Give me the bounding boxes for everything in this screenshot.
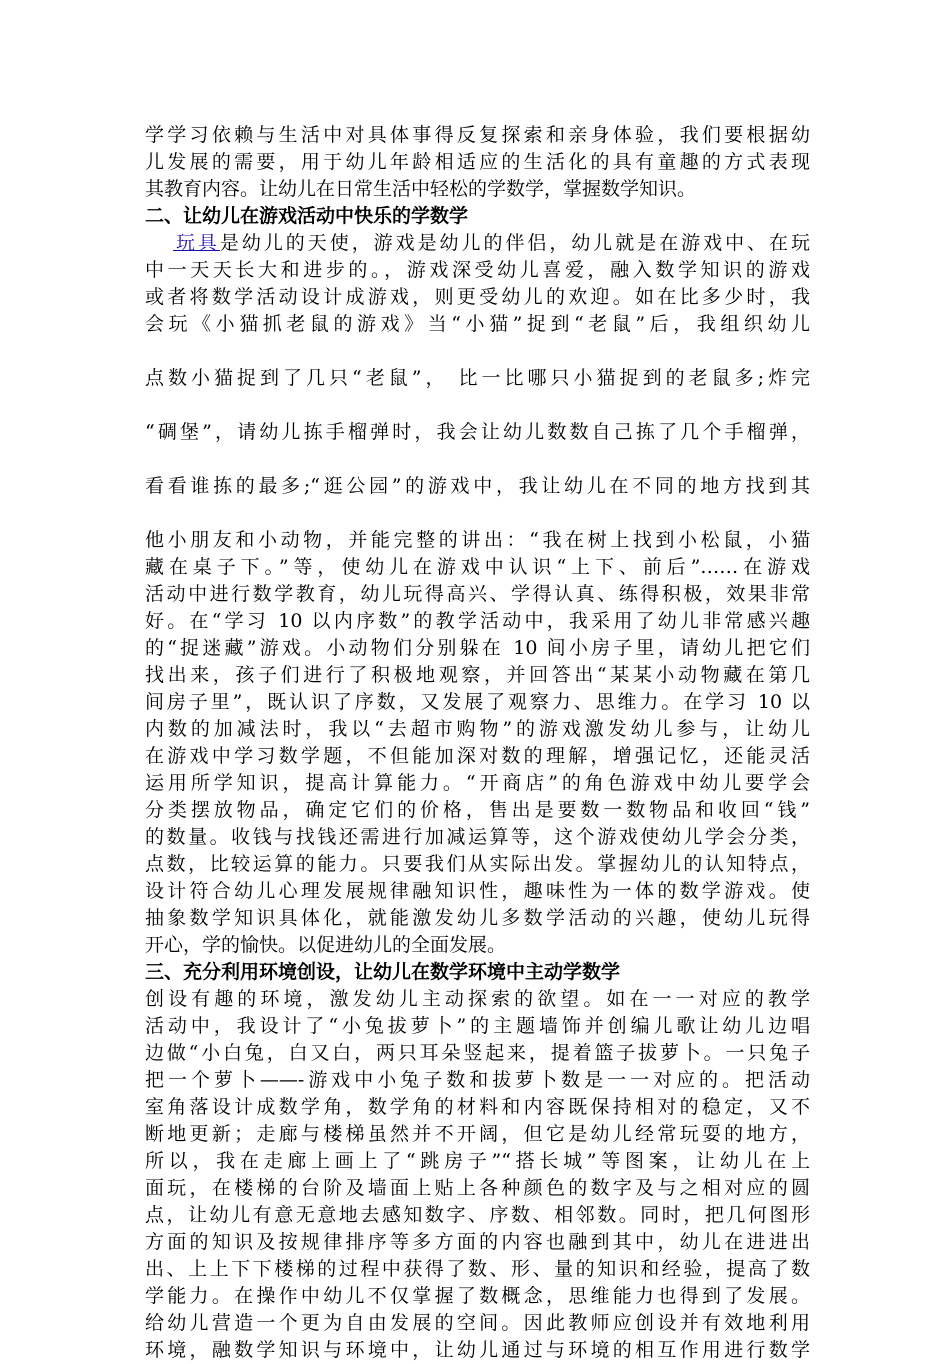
paragraph-line: 断地更新；走廊与楼梯虽然并不开阔，但它是幼儿经常玩耍的地方， [145, 1123, 810, 1145]
paragraph-line: 环境，融数学知识与环境中，让幼儿通过与环境的相互作用进行数学 [145, 1339, 810, 1361]
paragraph-line: 在游戏中学习数学题，不但能加深对数的理解，增强记忆，还能灵活 [145, 745, 810, 767]
paragraph-line: 给幼儿营造一个更为自由发展的空间。因此教师应创设并有效地利用 [145, 1312, 810, 1334]
paragraph-line: 会玩《小猫抓老鼠的游戏》当“小猫”捉到“老鼠”后，我组织幼儿 [145, 313, 810, 335]
paragraph-line: “碉堡”，请幼儿拣手榴弹时，我会让幼儿数数自己拣了几个手榴弹， [145, 421, 810, 443]
paragraph-line: 边做“小白兔，白又白，两只耳朵竖起来，提着篮子拔萝卜。一只兔子 [145, 1042, 810, 1064]
paragraph-line [145, 230, 810, 257]
paragraph-line: 好。在“学习 10 以内序数”的教学活动中，我采用了幼儿非常感兴趣 [145, 610, 810, 632]
paragraph-line: 学能力。在操作中幼儿不仅掌握了数概念，思维能力也得到了发展。 [145, 1285, 810, 1307]
paragraph-line: 儿发展的需要，用于幼儿年龄相适应的生活化的具有童趣的方式表现 [145, 151, 810, 173]
paragraph-line: 看看谁拣的最多;“逛公园”的游戏中，我让幼儿在不同的地方找到其 [145, 475, 810, 497]
paragraph-line: 的“捉迷藏”游戏。小动物们分别躲在 10 间小房子里，请幼儿把它们 [145, 637, 810, 659]
paragraph-line: 活动中进行数学教育，幼儿玩得高兴、学得认真、练得积极，效果非常 [145, 583, 810, 605]
paragraph-line: 点，让幼儿有意无意地去感知数字、序数、相邻数。同时，把几何图形 [145, 1204, 810, 1226]
paragraph-line: 开心，学的愉快。以促进幼儿的全面发展。 [145, 934, 507, 956]
paragraph-line: 出、上上下下楼梯的过程中获得了数、形、量的知识和经验，提高了数 [145, 1258, 810, 1280]
paragraph-line: 找出来，孩子们进行了积极地观察，并回答出“某某小动物藏在第几 [145, 664, 810, 686]
document-body [145, 122, 810, 1364]
paragraph-line: 的数量。收钱与找钱还需进行加减运算等，这个游戏使幼儿学会分类， [145, 826, 810, 848]
paragraph-line: 学学习依赖与生活中对具体事得反复探索和亲身体验，我们要根据幼 [145, 124, 810, 146]
paragraph-line: 创设有趣的环境，激发幼儿主动探索的欲望。如在一一对应的教学 [145, 988, 810, 1010]
paragraph-line: 分类摆放物品，确定它们的价格，售出是要数一数物品和收回“钱” [145, 799, 810, 821]
paragraph-line: 内数的加减法时，我以“去超市购物”的游戏激发幼儿参与，让幼儿 [145, 718, 810, 740]
toy-link[interactable]: 玩具 [173, 232, 220, 254]
paragraph-line: 点数小猫捉到了几只“老鼠”， 比一比哪只小猫捉到的老鼠多;炸完 [145, 367, 810, 389]
section-heading: 二、让幼儿在游戏活动中快乐的学数学 [145, 205, 469, 227]
paragraph-line: 所以，我在走廊上画上了“跳房子”“搭长城”等图案，让幼儿在上 [145, 1150, 810, 1172]
section-heading: 三、充分利用环境创设，让幼儿在数学环境中主动学数学 [145, 961, 621, 983]
paragraph-line: 设计符合幼儿心理发展规律融知识性，趣味性为一体的数学游戏。使 [145, 880, 810, 902]
paragraph-line: 活动中，我设计了“小兔拔萝卜”的主题墙饰并创编儿歌让幼儿边唱 [145, 1015, 810, 1037]
paragraph-line: 藏在桌子下。”等，使幼儿在游戏中认识“上下、前后”……在游戏 [145, 556, 810, 578]
paragraph-line: 室角落设计成数学角，数学角的材料和内容既保持相对的稳定，又不 [145, 1096, 810, 1118]
paragraph-line: 间房子里”，既认识了序数，又发展了观察力、思维力。在学习 10 以 [145, 691, 810, 713]
paragraph-line: 把一个萝卜——-游戏中小兔子数和拔萝卜数是一一对应的。把活动 [145, 1069, 810, 1091]
paragraph-text: 是幼儿的天使，游戏是幼儿的伴侣，幼儿就是在游戏中、在玩 [219, 232, 810, 254]
paragraph-line: 方面的知识及按规律排序等多方面的内容也融到其中，幼儿在进进出 [145, 1231, 810, 1253]
paragraph-line: 他小朋友和小动物，并能完整的讲出：“我在树上找到小松鼠，小猫 [145, 529, 810, 551]
paragraph-line: 点数，比较运算的能力。只要我们从实际出发。掌握幼儿的认知特点， [145, 853, 810, 875]
paragraph-line: 或者将数学活动设计成游戏，则更受幼儿的欢迎。如在比多少时，我 [145, 286, 810, 308]
paragraph-line: 其教育内容。让幼儿在日常生活中轻松的学数学，掌握数学知识。 [145, 178, 697, 200]
paragraph-line: 运用所学知识，提高计算能力。“开商店”的角色游戏中幼儿要学会 [145, 772, 810, 794]
paragraph-line: 中一天天长大和进步的。，游戏深受幼儿喜爱，融入数学知识的游戏 [145, 259, 810, 281]
paragraph-line: 抽象数学知识具体化，就能激发幼儿多数学活动的兴趣，使幼儿玩得 [145, 907, 810, 929]
paragraph-line: 面玩，在楼梯的台阶及墙面上贴上各种颜色的数字及与之相对应的圆 [145, 1177, 810, 1199]
